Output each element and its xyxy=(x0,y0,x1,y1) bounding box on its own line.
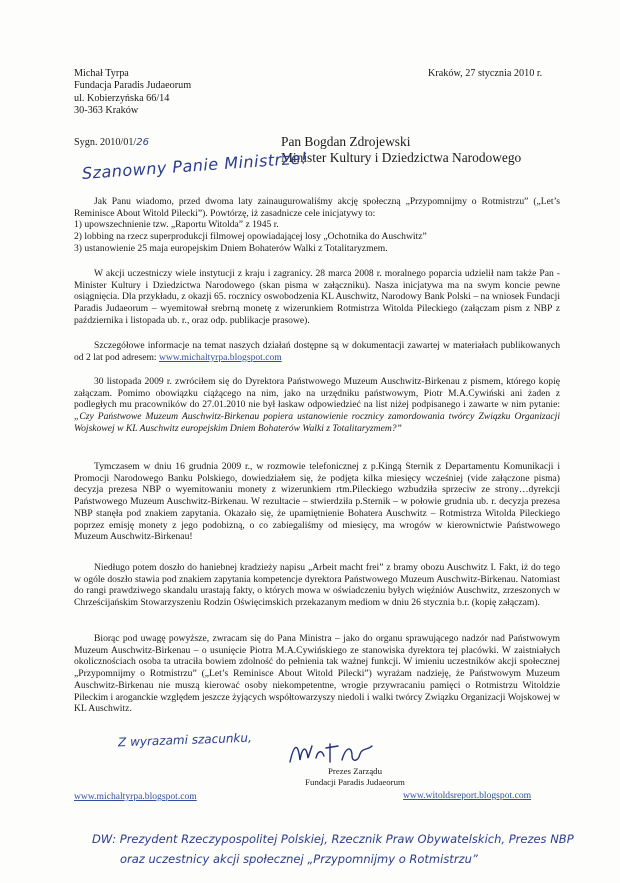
recipient-block xyxy=(281,134,521,166)
sender-street: ul. Kobierzyńska 66/14 xyxy=(74,92,170,104)
paragraph-3-text: Szczegółowe informacje na temat naszych działań dostępne są w dokumentacji zawartej w materiałach publikowanych od 2 lat pod adresem: xyxy=(74,340,560,363)
paragraph-4-block xyxy=(74,376,560,435)
paragraph-4-text: 30 listopada 2009 r. zwróciłem się do Dyrektora Państwowego Muzeum Auschwitz-Birkenau z pismem, którego kopię załączam. Pomimo obowiązku ciążącego na nim, jako na urzędniku państwowym, Piotr M.A.Cywiński ani żaden z podległych mu pracowników do 27.01.2010 nie był łaskaw odpowiedzieć na list niżej podpisanego i zawarte w nim pytanie: xyxy=(74,376,560,411)
reference-handwritten: 26 xyxy=(136,137,149,148)
blog-link[interactable]: www.michaltyrpa.blogspot.com xyxy=(159,351,282,363)
footer-link-left[interactable]: www.michaltyrpa.blogspot.com xyxy=(74,791,197,802)
signature-org: Fundacji Paradis Judaeorum xyxy=(305,776,405,787)
reference-number xyxy=(74,137,149,148)
sender-name: Michał Tyrpa xyxy=(74,68,129,79)
paragraph-3-block xyxy=(74,340,560,363)
signature-scrawl xyxy=(286,738,376,768)
handwritten-dw-line2: oraz uczestnicy akcji społecznej „Przypomnijmy o Rotmistrzu” xyxy=(120,852,478,866)
paragraph-6-block xyxy=(74,562,560,609)
recipient-name: Pan Bogdan Zdrojewski xyxy=(281,134,411,149)
paragraph-7: Biorąc pod uwagę powyższe, zwracam się do Pana Ministra – jako do organu sprawującego nadzór nad Państwowym Muzeum Auschwitz-Birkenau – o usunięcie Piotra M.A.Cywińskiego ze stanowiska dyrektora tej placówki. W zaistniałych okolicznościach osoba ta utraciła bowiem zdolność do pełnienia tak ważnej funkcji. W imieniu uczestników akcji społecznej „Przypomnijmy o Rotmistrzu” („Let’s Reminisce About Witold Pilecki”) wyrażam nadzieję, że Państwowym Muzeum Auschwitz-Birkenau nie muszą kierować osoby niekompetentne, wrogie przywracaniu pamięci o Rotmistrzu Witoldzie Pileckim i aroganckie względem jeszcze żyjących współtowarzyszy niedoli i walki twórcy Związku Organizacji Wojskowej w KL Auschwitz. xyxy=(74,633,560,715)
letter-date: Kraków, 27 stycznia 2010 r. xyxy=(428,68,543,79)
paragraph-6: Niedługo potem doszło do haniebnej kradzieży napisu „Arbeit macht frei” z bramy obozu Auschwitz I. Fakt, iż do tego w ogóle doszło stawia pod znakiem zapytania kompetencje dyrektora Państwowego Muzeum Auschwitz-Birkenau. Natomiast do rangi prawdziwego skandalu urastają fakty, o których mowa w oświadczeniu byłych więźniów Auschwitz, zrzeszonych w Chrześcijańskim Stowarzyszeniu Rodzin Oświęcimskich przekazanym mediom w dniu 26 stycznia b.r. (kopię załączam). xyxy=(74,562,560,609)
signature-title: Prezes Zarządu xyxy=(328,766,382,776)
signature-block xyxy=(300,766,410,787)
list-item: 2) lobbing na rzecz superprodukcji filmowej opowiadającej losy „Ochotnika do Auschwitz” xyxy=(74,231,427,243)
paragraph-3 xyxy=(74,340,560,363)
paragraph-2-block xyxy=(74,268,560,327)
sender-address xyxy=(74,68,191,118)
list-item: 1) upowszechnienie tzw. „Raportu Witolda” z 1945 r. xyxy=(74,219,279,231)
handwritten-greeting: Szanowny Panie Ministrze! xyxy=(81,148,309,183)
paragraph-4 xyxy=(74,376,560,435)
paragraph-1: Jak Panu wiadomo, przed dwoma laty zainaugurowaliśmy akcję społeczną „Przypomnijmy o Rotmistrzu” („Let’s Reminisce About Witold Pilecki”). Powtórzę, iż zasadnicze cele inicjatywy to: xyxy=(74,196,560,219)
recipient-title: Minister Kultury i Dziedzictwa Narodowego xyxy=(281,150,522,165)
paragraph-5: Tymczasem w dniu 16 grudnia 2009 r., w rozmowie telefonicznej z p.Kingą Sternik z Departamentu Komunikacji i Promocji Narodowego Banku Polskiego, dowiedziałem się, że podjęta kilka miesięcy wcześniej (vide załączone pisma) decyzja prezesa NBP o wyemitowaniu monety z wizerunkiem rtm.Pileckiego wzbudziła sprzeciw ze strony…dyrekcji Państwowego Muzeum Auschwitz-Birkenau. W rezultacie – stwierdziła p.Sternik – w połowie grudnia ub. r. decyzja prezesa NBP stanęła pod znakiem zapytania. Okazało się, że upamiętnienie Bohatera Auschwitz – Rotmistrza Witolda Pileckiego poprzez emisję monety z jego podobizną, o co zabiegaliśmy od miesięcy, ma wrogów w kierownictwie Państwowego Muzeum Auschwitz-Birkenau! xyxy=(74,461,560,543)
footer-link-right[interactable]: www.witoldsreport.blogspot.com xyxy=(403,790,532,801)
list-item: 3) ustanowienie 25 maja europejskim Dniem Bohaterów Walki z Totalitaryzmem. xyxy=(74,242,388,254)
paragraph-2: W akcji uczestniczy wiele instytucji z kraju i zagranicy. 28 marca 2008 r. moralnego poparcia udzielił nam także Pan - Minister Kultury i Dziedzictwa Narodowego (skan pisma w załączniku). Nasza inicjatywa ma na swym koncie pewne osiągnięcia. Dla przykładu, z okazji 65. rocznicy oswobodzenia KL Auschwitz, Narodowy Bank Polski – na wniosek Fundacji Paradis Judaeorum – wyemitował srebrną monetę z wizerunkiem Rotmistrza Witolda Pileckiego (załączam pism z NBP z października i listopada ub. r., oraz odp. publikacje prasowe). xyxy=(74,268,560,326)
paragraph-5-block xyxy=(74,461,560,543)
paragraph-4-quote: „Czy Państwowe Muzeum Auschwitz-Birkenau popiera ustanowienie rocznicy zamordowania twórcy Związku Organizacji Wojskowej w KL Auschwitz europejskim Dniem Bohaterów Walki z Totalitaryzmem?” xyxy=(74,411,560,434)
paragraph-7-block xyxy=(74,633,560,715)
reference-label: Sygn. 2010/01/ xyxy=(74,137,137,148)
handwritten-closing: Z wyrazami szacunku, xyxy=(117,730,253,750)
paragraph-intro xyxy=(74,196,560,255)
handwritten-dw-line1: DW: Prezydent Rzeczypospolitej Polskiej, Rzecznik Praw Obywatelskich, Prezes NBP xyxy=(92,832,574,846)
sender-city: 30-363 Kraków xyxy=(74,105,139,117)
sender-org: Fundacja Paradis Judaeorum xyxy=(74,80,192,92)
